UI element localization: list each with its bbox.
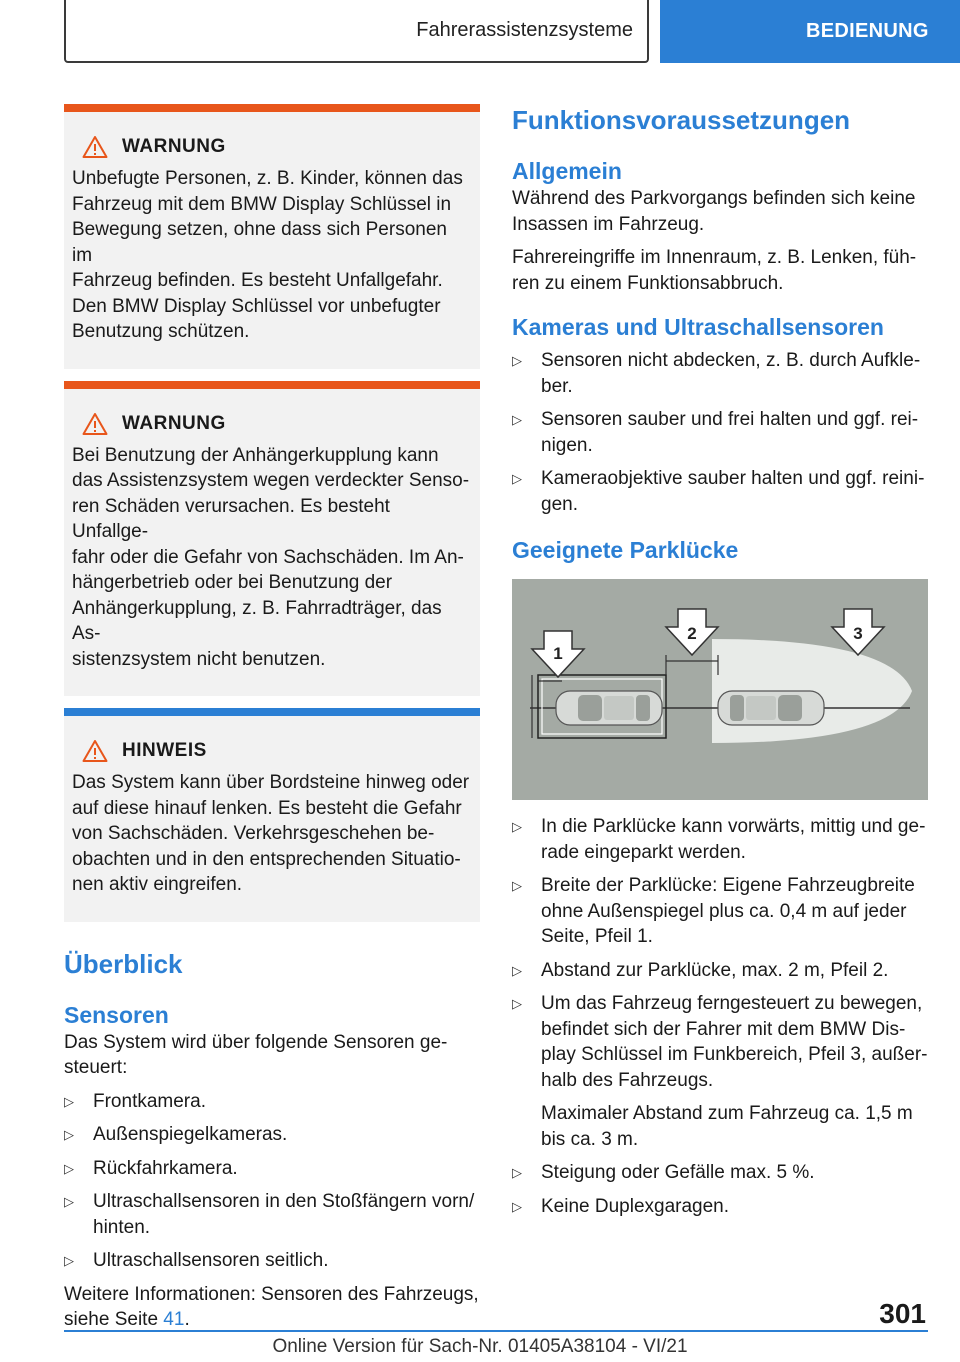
text-line: Außenspiegelkameras. [93, 1124, 288, 1145]
text-line: ren zu einem Funktionsabbruch. [512, 272, 784, 294]
text-line: ber. [541, 375, 573, 397]
list-item [512, 1194, 928, 1220]
text-line: . [184, 1309, 190, 1330]
triangle-bullet-icon: ▷ [64, 1160, 74, 1176]
text-line: Den BMW Display Schlüssel vor unbefugter [72, 295, 441, 317]
parking-slot-list-2 [512, 1160, 928, 1219]
list-item [64, 1189, 480, 1240]
list-item [64, 1156, 480, 1182]
sensors-intro [64, 1030, 480, 1081]
triangle-bullet-icon: ▷ [512, 412, 522, 427]
text-line: siehe Seite [64, 1309, 164, 1330]
notice-title: WARNUNG [122, 136, 226, 157]
sensor-list [64, 1089, 480, 1274]
text-line: Abstand zur Parklücke, max. 2 m, Pfeil 2. [541, 959, 889, 981]
triangle-bullet-icon: ▷ [512, 1198, 522, 1214]
text-line: Insassen im Fahrzeug. [512, 213, 705, 235]
parking-slot-list [512, 814, 928, 1093]
triangle-bullet-icon: ▷ [64, 1253, 74, 1268]
triangle-bullet-icon: ▷ [64, 1093, 74, 1109]
text-line: Steigung oder Gefälle max. 5 %. [541, 1162, 815, 1183]
text-line: Benutzung schützen. [72, 321, 250, 342]
text-line: hinten. [93, 1216, 151, 1238]
warning-triangle-icon [82, 739, 108, 763]
text-line: Keine Duplexgaragen. [541, 1195, 730, 1217]
sensors-heading: Sensoren [64, 1001, 169, 1028]
list-item [512, 991, 928, 1093]
text-line: obachten und in den entsprechenden Situatio‐ [72, 848, 461, 870]
arrow-2-icon [666, 609, 718, 655]
camera-list [512, 348, 928, 517]
car-in-slot [556, 691, 662, 725]
text-line: Ultraschallsensoren in den Stoßfängern vorn/ [93, 1191, 475, 1212]
notice-title: HINWEIS [122, 740, 207, 761]
right-column [512, 104, 928, 1227]
warning-notice-1 [64, 104, 480, 369]
list-item [512, 1160, 928, 1186]
list-item [512, 873, 928, 950]
list-item [512, 814, 928, 865]
own-car [718, 691, 824, 725]
text-line: Weitere Informationen: Sensoren des Fahrzeugs, [64, 1283, 479, 1305]
text-line: nigen. [541, 434, 593, 456]
text-line: Rückfahrkamera. [93, 1157, 238, 1179]
text-line: Während des Parkvorgangs befinden sich keine [512, 188, 916, 209]
list-item [64, 1122, 480, 1148]
section-title: BEDIENUNG [806, 20, 929, 42]
text-line: sistenzsystem nicht benutzen. [72, 648, 326, 670]
warning-triangle-icon [82, 135, 108, 159]
text-line: Breite der Parklücke: Eigene Fahrzeugbreite [541, 875, 915, 896]
text-line: gen. [541, 493, 578, 515]
left-column [64, 104, 480, 1341]
text-line: Das System wird über folgende Sensoren ge‐ [64, 1031, 448, 1053]
triangle-bullet-icon: ▷ [512, 353, 522, 368]
text-line: befindet sich der Fahrer mit dem BMW Dis‐ [541, 1018, 906, 1040]
triangle-bullet-icon: ▷ [512, 471, 522, 486]
triangle-bullet-icon: ▷ [512, 1165, 522, 1180]
triangle-bullet-icon: ▷ [64, 1194, 74, 1209]
text-line: fahr oder die Gefahr von Sachschäden. Im An‐ [72, 546, 464, 568]
parking-slot-heading: Geeignete Parklücke [512, 537, 739, 563]
text-line: ohne Außenspiegel plus ca. 0,4 m auf jeder [541, 900, 907, 922]
text-line: Um das Fahrzeug ferngesteuert zu bewegen, [541, 993, 923, 1014]
arrow-3-icon [832, 609, 884, 655]
text-line: Anhängerkupplung, z. B. Fahrradträger, das As‐ [72, 597, 442, 644]
arrow-3-label: 3 [853, 624, 863, 643]
text-line: auf diese hinauf lenken. Es besteht die Gefahr [72, 797, 462, 819]
text-line: Bewegung setzen, ohne dass sich Personen im [72, 219, 447, 266]
list-item [512, 348, 928, 399]
text-line: von Sachschäden. Verkehrsgeschehen be‐ [72, 823, 435, 844]
triangle-bullet-icon: ▷ [512, 819, 522, 834]
list-item [64, 1089, 480, 1115]
triangle-bullet-icon: ▷ [512, 996, 522, 1011]
text-line: Fahrereingriffe im Innenraum, z. B. Lenken, füh‐ [512, 247, 917, 268]
text-line: Bei Benutzung der Anhängerkupplung kann [72, 444, 439, 466]
text-line: hängerbetrieb oder bei Benutzung der [72, 572, 393, 593]
cameras-heading: Kameras und Ultraschallsensoren [512, 314, 884, 340]
hint-notice [64, 708, 480, 922]
text-line: Seite, Pfeil 1. [541, 926, 653, 947]
more-info [64, 1282, 480, 1333]
notice-text [72, 443, 470, 673]
parking-slot-diagram [512, 579, 928, 800]
general-paragraph-2 [512, 245, 928, 296]
general-heading: Allgemein [512, 158, 622, 184]
text-line: rade eingeparkt werden. [541, 841, 746, 863]
distance-subparagraph [512, 1101, 928, 1152]
text-line: Unbefugte Personen, z. B. Kinder, können das [72, 168, 463, 189]
text-line: play Schlüssel im Funkbereich, Pfeil 3, außer‐ [541, 1044, 928, 1065]
text-line: Das System kann über Bordsteine hinweg oder [72, 772, 470, 793]
overview-heading: Überblick [64, 948, 183, 979]
notice-title: WARNUNG [122, 412, 226, 434]
section-tab [660, 0, 960, 63]
text-line: steuert: [64, 1057, 128, 1078]
footer-divider [64, 1330, 928, 1332]
text-line: Sensoren nicht abdecken, z. B. durch Aufkle‐ [541, 350, 921, 371]
text-line: Maximaler Abstand zum Fahrzeug ca. 1,5 m [541, 1103, 913, 1124]
text-line: Fahrzeug befinden. Es besteht Unfallgefahr. [72, 270, 443, 291]
footer-text: Online Version für Sach-Nr. 01405A38104 - VI/21 [272, 1336, 688, 1357]
text-line: In die Parklücke kann vorwärts, mittig und ge‐ [541, 816, 926, 837]
text-line: Ultraschallsensoren seitlich. [93, 1250, 329, 1271]
list-item [64, 1248, 480, 1274]
page-reference-link[interactable]: 41 [163, 1309, 185, 1330]
page-number: 301 [879, 1298, 926, 1329]
list-item [512, 407, 928, 458]
arrow-1-label: 1 [553, 644, 563, 663]
notice-text [72, 166, 470, 345]
general-paragraph-1 [512, 186, 928, 237]
triangle-bullet-icon: ▷ [64, 1127, 74, 1142]
text-line: Kameraobjektive sauber halten und ggf. reini‐ [541, 468, 925, 489]
text-line: Frontkamera. [93, 1090, 206, 1112]
text-line: nen aktiv eingreifen. [72, 874, 243, 895]
text-line: bis ca. 3 m. [541, 1128, 639, 1150]
text-line: Sensoren sauber und frei halten und ggf. rei‐ [541, 409, 919, 430]
arrow-2-label: 2 [687, 624, 697, 643]
triangle-bullet-icon: ▷ [512, 962, 522, 978]
warning-triangle-icon [82, 412, 108, 436]
text-line: halb des Fahrzeugs. [541, 1069, 714, 1091]
notice-text [72, 770, 470, 898]
text-line: das Assistenzsystem wegen verdeckter Senso‐ [72, 470, 470, 491]
chapter-title: Fahrerassistenzsysteme [416, 19, 633, 41]
requirements-heading: Funktionsvoraussetzungen [512, 105, 851, 135]
list-item [512, 958, 928, 984]
chapter-tab [64, 0, 649, 63]
triangle-bullet-icon: ▷ [512, 878, 522, 893]
warning-notice-2 [64, 381, 480, 697]
text-line: ren Schäden verursachen. Es besteht Unfallge‐ [72, 495, 390, 542]
text-line: Fahrzeug mit dem BMW Display Schlüssel in [72, 193, 452, 215]
arrow-1-icon [532, 631, 584, 677]
list-item [512, 466, 928, 517]
